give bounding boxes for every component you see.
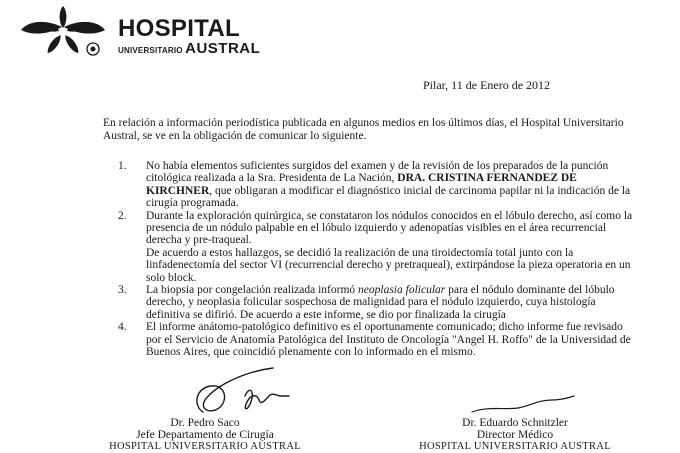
letter-date: Pilar, 11 de Enero de 2012	[423, 78, 551, 92]
item-text-part: para el nódulo dominante del lóbulo derecho, y neoplasia folicular sospechosa de malignidad para el nódulo izquierdo, cuya histología definitiva se difirió. De acuerdo a este informe, se dio por finalizada la cirugía	[146, 284, 615, 321]
list-item	[118, 284, 638, 321]
item-text	[146, 284, 638, 321]
item-text-part: La biopsia por congelación realizada informó	[146, 284, 359, 297]
signer-title: Jefe Departamento de Cirugía	[136, 428, 274, 441]
item-text: De acuerdo a estos hallazgos, se decidió la realización de una tiroidectomía total junto con la linfadenectomía del sector VI (recurrencial derecho y pretraqueal), extirpándose la pieza operatoria en un solo block.	[146, 246, 631, 284]
item-text	[146, 160, 638, 210]
list-item	[118, 210, 638, 284]
signer-title: Director Médico	[476, 428, 554, 441]
patient-name: DRA. CRISTINA FERNANDEZ DE KIRCHNER	[146, 172, 577, 197]
signature-scribble-left	[185, 366, 315, 424]
item-number: 1.	[118, 160, 127, 172]
seal-icon	[86, 42, 100, 56]
statement-list	[118, 160, 638, 359]
emphasized-term: neoplasia folicular	[358, 284, 446, 297]
brand-subtitle-austral: AUSTRAL	[185, 40, 261, 57]
item-text-part: No había elementos suficientes surgidos del examen y de la revisión de los preparados de la punción citológica realizada a la Sra. Presidenta de La Nación,	[146, 160, 609, 185]
item-text: El informe anátomo-patológico definitivo es el oportunamente comunicado; dicho informe fue revisado por el Servicio de Anatomía Patológica del Instituto de Oncología "Angel H. Roffo" de la Universidad de Buenos Aires, que coincidió plenamente con lo informado en el mismo.	[146, 321, 631, 359]
intro-paragraph: En relación a información periodística publicada en algunos medios en los últimos días, el Hospital Universitario Austral, se ve en la obligación de comunicar lo siguiente.	[103, 117, 624, 142]
item-text: Durante la exploración quirúrgica, se constataron los nódulos conocidos en el lóbulo derecho, así como la presencia de un nódulo palpable en el lóbulo izquierdo y adenopatías visibles en el área recurrencial derecha y pre-traqueal.	[146, 209, 633, 247]
signer-organization: HOSPITAL UNIVERSITARIO AUSTRAL	[419, 441, 611, 452]
brand-subtitle	[118, 40, 260, 57]
item-number: 2.	[118, 209, 127, 222]
brand-title: HOSPITAL	[118, 15, 240, 42]
list-item	[118, 321, 638, 358]
brand-subtitle-university: UNIVERSITARIO	[118, 46, 183, 55]
signer-organization: HOSPITAL UNIVERSITARIO AUSTRAL	[109, 441, 301, 452]
signer-name: Dr. Pedro Saco	[170, 417, 240, 429]
item-text-part: , que obligaran a modificar el diagnóstico inicial de carcinoma papilar ni la indicación de la cirugía programada.	[146, 184, 631, 210]
item-number: 4.	[118, 321, 127, 334]
item-number: 3.	[118, 284, 127, 297]
signature-block-right	[405, 418, 625, 453]
signature-block-left	[100, 418, 310, 453]
signer-name: Dr. Eduardo Schnitzler	[462, 417, 568, 429]
list-item	[118, 160, 638, 210]
signature-scribble-right	[468, 392, 578, 418]
